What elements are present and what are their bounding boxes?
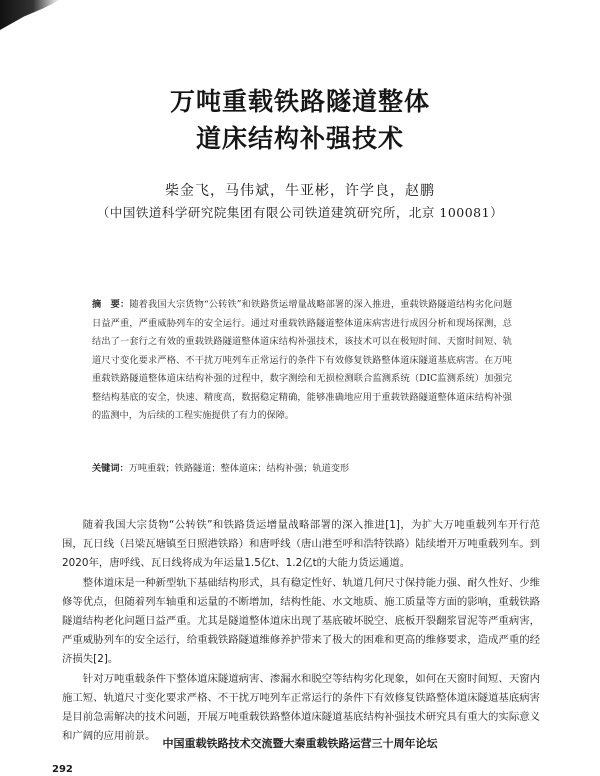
body-paragraph-1: 随着我国大宗货物“公转铁”和铁路货运增量战略部署的深入推进[1]，为扩大万吨重载列车开行范围，瓦日线（吕梁瓦塘镇至日照港铁路）和唐呼线（唐山港至呼和浩特铁路）陆续增开万吨重载列车。到2020年，唐呼线、瓦日线将成为年运量1.5亿t、1.2亿t的大能力货运通道。 [62, 519, 540, 569]
affiliation: （中国铁道科学研究院集团有限公司铁道建筑研究所，北京 100081） [96, 205, 504, 220]
paper-title-line-1: 万吨重载铁路隧道整体 [169, 87, 430, 116]
keywords-text: 万吨重载；铁路隧道；整体道床；结构补强；轨道变形 [128, 463, 350, 474]
keywords [92, 461, 512, 477]
scan-shadow [0, 0, 60, 30]
body-paragraph-3: 针对万吨重载条件下整体道床隧道病害、渗漏水和脱空等结构劣化现象，如何在天窗时间短、天窗内施工短、轨道尺寸变化要求严格、不干扰万吨列车正常运行的条件下有效修复铁路整体道床隧道基底病害是目前急需解决的技术问题，开展万吨重载铁路整体道床隧道基底结构补强技术研究具有重大的实际意义和广阔的应用前景。 [62, 673, 540, 742]
paper-title-line-2: 道床结构补强技术 [195, 124, 404, 153]
conference-footer: 中国重载铁路技术交流暨大秦重载铁路运营三十周年论坛 [162, 737, 438, 750]
page-number: 292 [52, 764, 73, 775]
abstract-text: 随着我国大宗货物“公转铁”和铁路货运增量战略部署的深入推进，重载铁路隧道结构劣化问题日益严重，严重威胁列车的安全运行。通过对重载铁路隧道整体道床病害进行成因分析和现场探测，总结出了一套行之有效的重载铁路隧道整体道床结构补强技术，该技术可以在极短时间、天窗时间短、轨道尺寸变化要求严格、不干扰万吨列车正常运行的条件下有效修复铁路整体道床隧道基底病害。在万吨重载铁路隧道整体道床结构补强的过程中，数字测绘和无损检测联合监测系统（DIC监测系统）加强完整结构基底的安全，快速、精度高，数据稳定精确，能够准确地应用于重载铁路隧道整体道床结构补强的监测中，为后续的工程实施提供了有力的保障。 [92, 299, 513, 421]
body-text [62, 516, 540, 747]
body-paragraph-2: 整体道床是一种新型轨下基础结构形式，具有稳定性好、轨道几何尺寸保持能力强、耐久性好、少维修等优点，但随着列车轴重和运量的不断增加，结构性能、水文地质、施工质量等方面的影响，重载铁路隧道结构老化问题日益严重。尤其是隧道整体道床出现了基底破坏脱空、底板开裂翻浆冒泥等严重病害，严重威胁列车的安全运行，给重载铁路隧道维修养护带来了极大的困难和更高的维修要求，造成严重的经济损失[2]。 [62, 577, 540, 665]
abstract-label: 摘 要： [92, 299, 130, 310]
keywords-label: 关键词： [92, 463, 129, 474]
author-list: 柴金飞，马伟斌，牛亚彬，许学良，赵鹏 [165, 183, 435, 199]
abstract [92, 296, 512, 426]
